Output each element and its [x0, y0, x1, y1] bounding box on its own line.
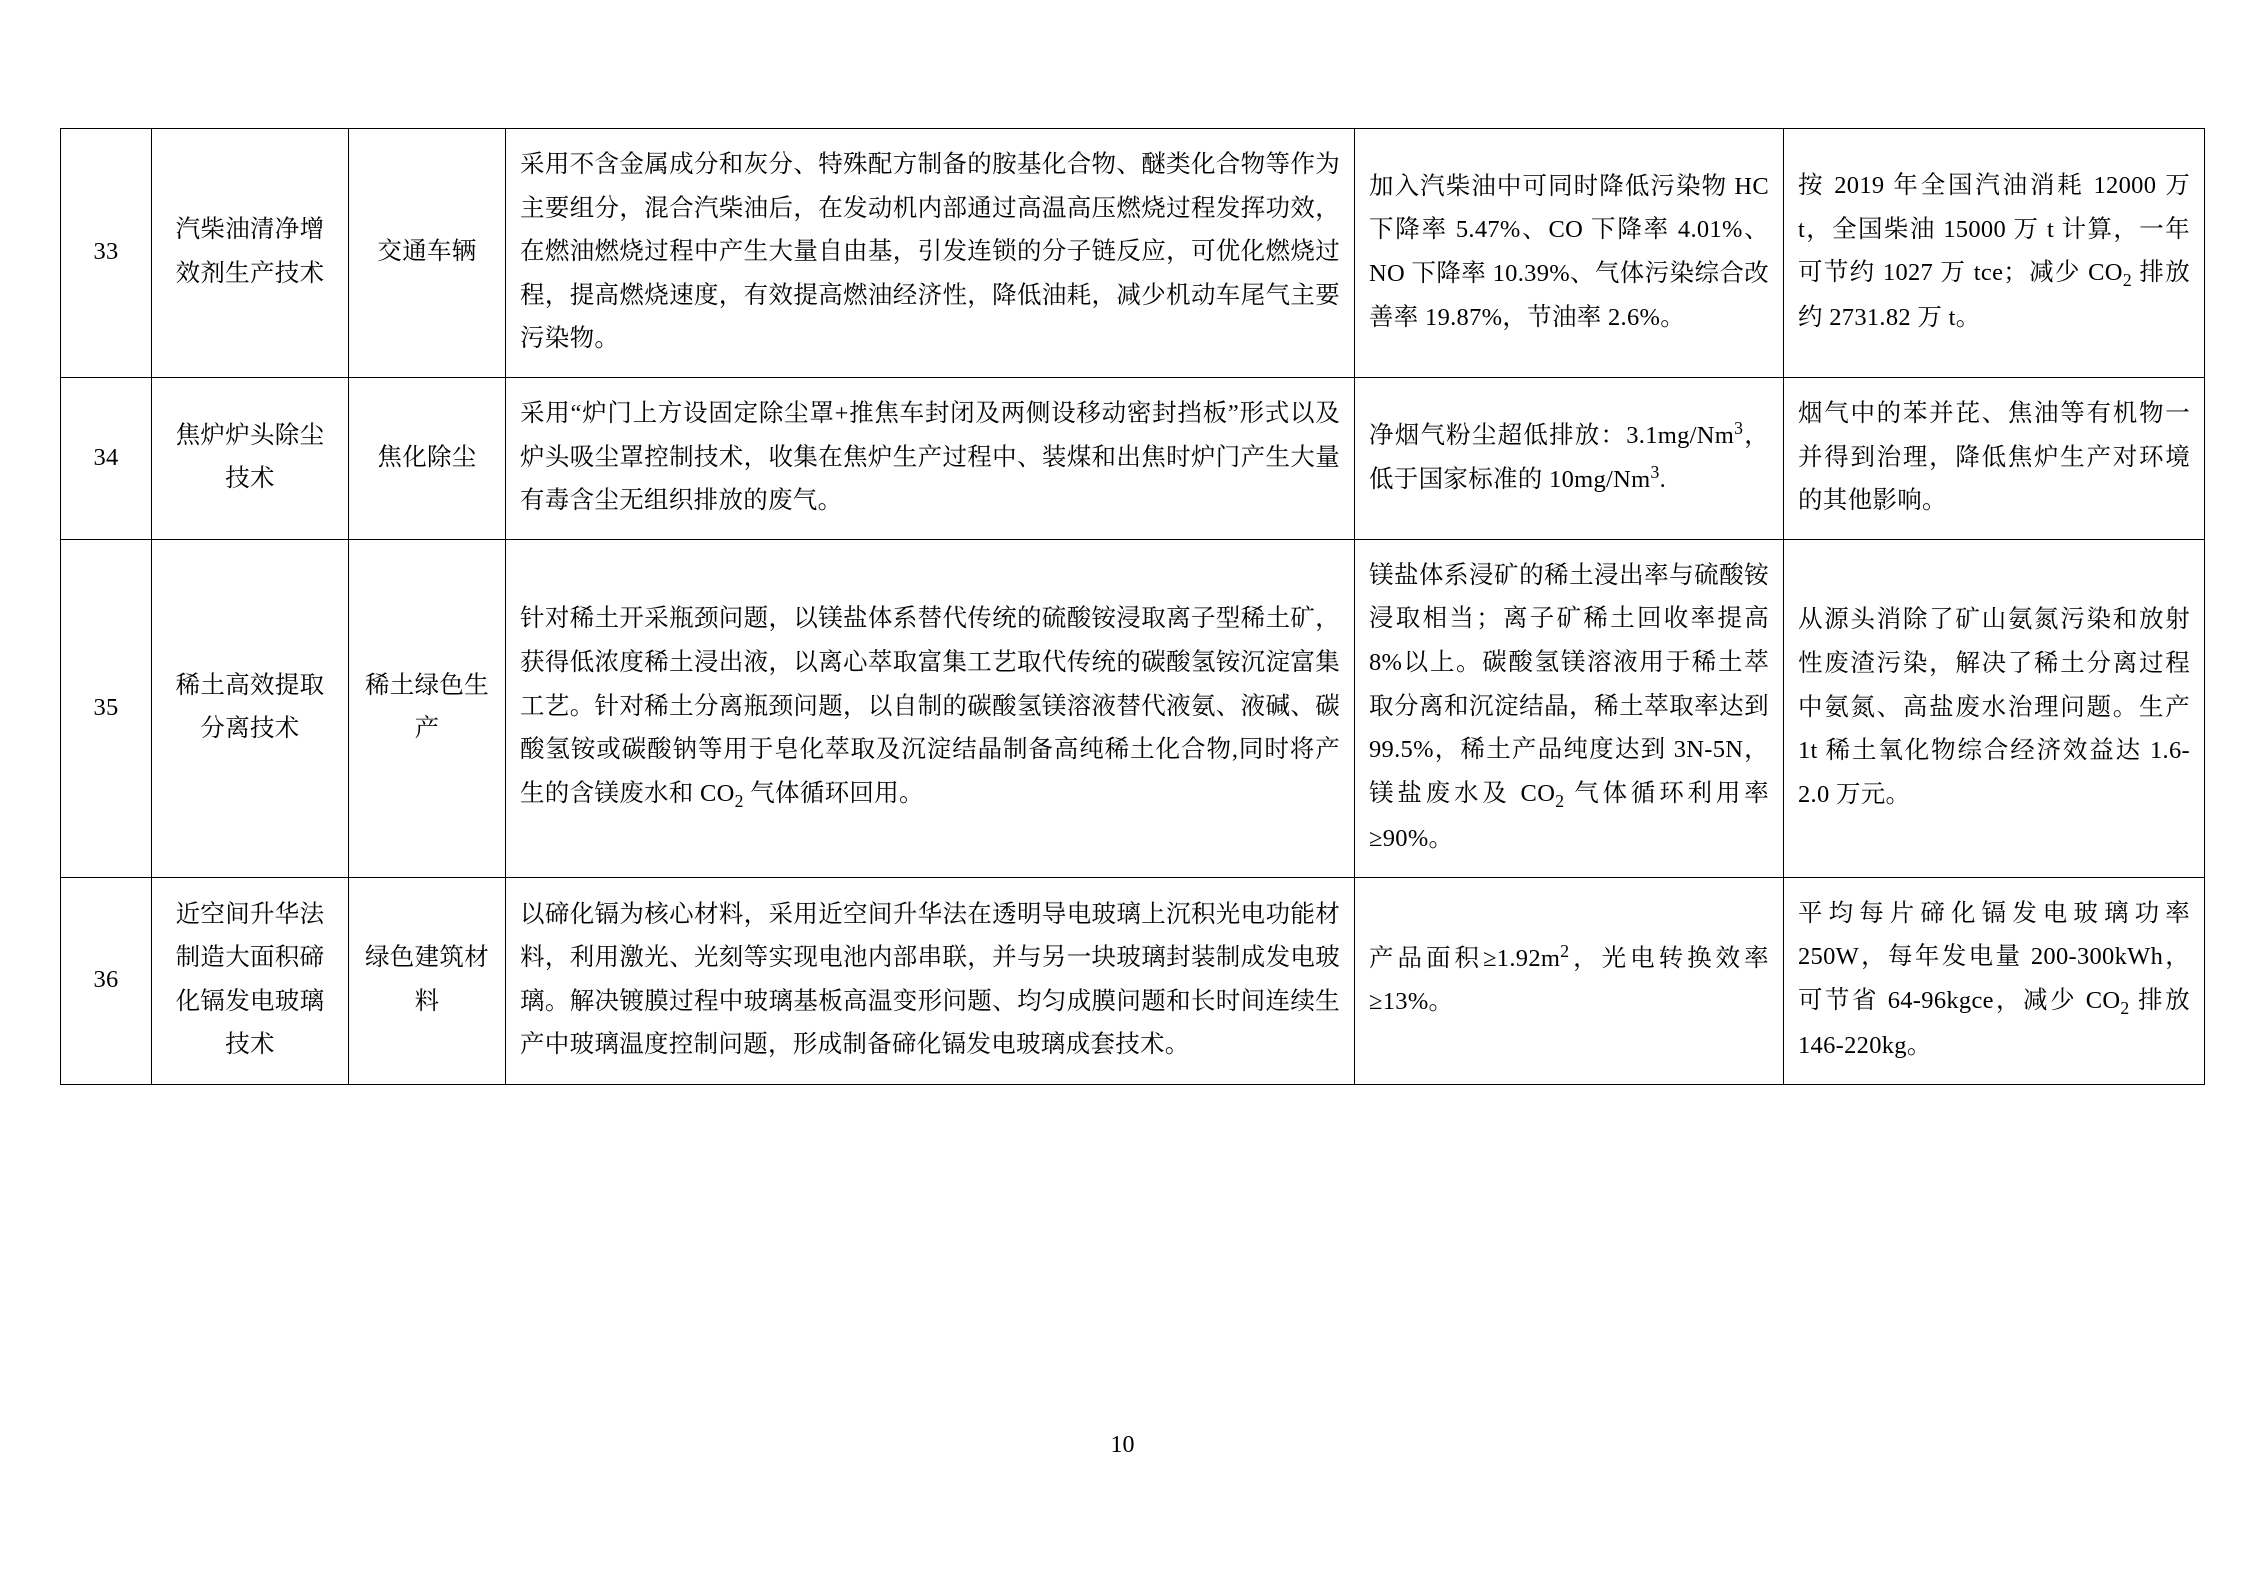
table-row	[61, 129, 2205, 378]
table-row	[61, 877, 2205, 1084]
technology-benefit: 从源头消除了矿山氨氮污染和放射性废渣污染，解决了稀土分离过程中氨氮、高盐废水治理问题。生产 1t 稀土氧化物综合经济效益达 1.6-2.0 万元。	[1784, 539, 2205, 877]
technology-description: 针对稀土开采瓶颈问题，以镁盐体系替代传统的硫酸铵浸取离子型稀土矿，获得低浓度稀土浸出液，以离心萃取富集工艺取代传统的碳酸氢铵沉淀富集工艺。针对稀土分离瓶颈问题，以自制的碳酸氢镁溶液替代液氨、液碱、碳酸氢铵或碳酸钠等用于皂化萃取及沉淀结晶制备高纯稀土化合物,同时将产生的含镁废水和 $CO_2$ 气体循环回用。	[506, 539, 1355, 877]
application-field: 绿色建筑材料	[349, 877, 506, 1084]
technology-description: 以碲化镉为核心材料，采用近空间升华法在透明导电玻璃上沉积光电功能材料，利用激光、光刻等实现电池内部串联，并与另一块玻璃封装制成发电玻璃。解决镀膜过程中玻璃基板高温变形问题、均匀成膜问题和长时间连续生产中玻璃温度控制问题，形成制备碲化镉发电玻璃成套技术。	[506, 877, 1355, 1084]
table-body	[61, 129, 2205, 1085]
technology-metric: 镁盐体系浸矿的稀土浸出率与硫酸铵浸取相当；离子矿稀土回收率提高 8%以上。碳酸氢镁溶液用于稀土萃取分离和沉淀结晶，稀土萃取率达到 99.5%，稀土产品纯度达到 3N-5N，镁盐废水及 $CO_2$ 气体循环利用率≥90%。	[1355, 539, 1784, 877]
technology-name: 汽柴油清净增效剂生产技术	[152, 129, 349, 378]
row-index: 33	[61, 129, 152, 378]
application-field: 焦化除尘	[349, 378, 506, 540]
technology-name: 近空间升华法制造大面积碲化镉发电玻璃技术	[152, 877, 349, 1084]
page-number: 10	[1110, 1432, 1135, 1458]
application-field: 交通车辆	[349, 129, 506, 378]
row-index: 35	[61, 539, 152, 877]
technology-benefit: 烟气中的苯并芘、焦油等有机物一并得到治理，降低焦炉生产对环境的其他影响。	[1784, 378, 2205, 540]
technology-metric: 产品面积$\ge 1.92m^2$，光电转换效率≥13%。	[1355, 877, 1784, 1084]
technology-metric: 净烟气粉尘超低排放：3.1mg/Nm$^3$，低于国家标准的 10mg/Nm$^3$.	[1355, 378, 1784, 540]
technology-catalog-table	[60, 128, 2205, 1085]
table-row	[61, 378, 2205, 540]
technology-name: 焦炉炉头除尘技术	[152, 378, 349, 540]
table-row	[61, 539, 2205, 877]
row-index: 36	[61, 877, 152, 1084]
row-index: 34	[61, 378, 152, 540]
technology-description: 采用不含金属成分和灰分、特殊配方制备的胺基化合物、醚类化合物等作为主要组分，混合汽柴油后，在发动机内部通过高温高压燃烧过程发挥功效，在燃油燃烧过程中产生大量自由基，引发连锁的分子链反应，可优化燃烧过程，提高燃烧速度，有效提高燃油经济性，降低油耗，减少机动车尾气主要污染物。	[506, 129, 1355, 378]
technology-description: 采用“炉门上方设固定除尘罩+推焦车封闭及两侧设移动密封挡板”形式以及炉头吸尘罩控制技术，收集在焦炉生产过程中、装煤和出焦时炉门产生大量有毒含尘无组织排放的废气。	[506, 378, 1355, 540]
application-field: 稀土绿色生产	[349, 539, 506, 877]
technology-name: 稀土高效提取分离技术	[152, 539, 349, 877]
technology-benefit: 按 2019 年全国汽油消耗 12000 万 t，全国柴油 15000 万 t 计算，一年可节约 1027 万 tce；减少 $CO_2$ 排放约 2731.82 万 t。	[1784, 129, 2205, 378]
technology-benefit: 平均每片碲化镉发电玻璃功率 250W，每年发电量 200-300kWh，可节省 64-96kgce，减少 $CO_2$ 排放 146-220kg。	[1784, 877, 2205, 1084]
technology-metric: 加入汽柴油中可同时降低污染物 HC 下降率 5.47%、CO 下降率 4.01%、NO 下降率 10.39%、气体污染综合改善率 19.87%，节油率 2.6%。	[1355, 129, 1784, 378]
